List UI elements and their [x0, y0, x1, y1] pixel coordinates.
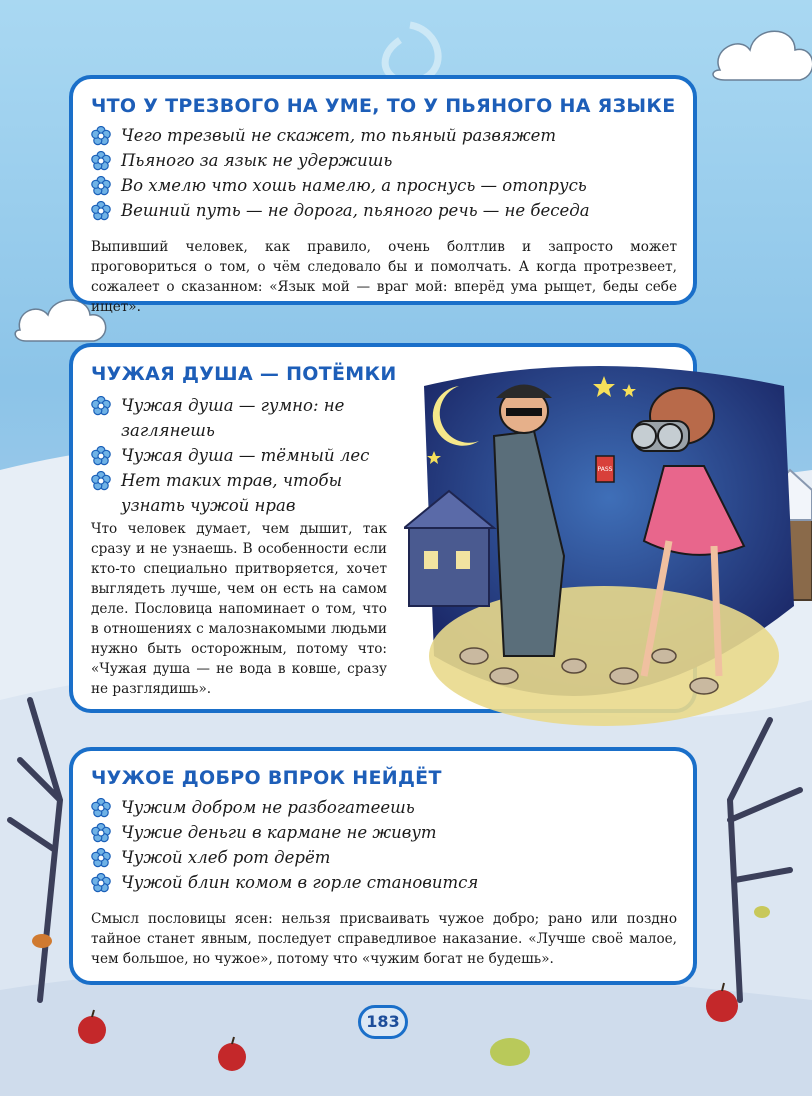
- section-title: ЧУЖАЯ ДУША — ПОТЁМКИ: [91, 363, 397, 385]
- illustration-spy-and-woman: [404, 356, 800, 741]
- apple-icon: [32, 934, 52, 948]
- list-item: Чужой блин комом в горле становится: [87, 870, 683, 895]
- list-item: Чужая душа — тёмный лес: [87, 443, 387, 468]
- flower-icon: [91, 151, 111, 171]
- proverb-list: [87, 393, 387, 518]
- list-item: Пьяного за язык не удержишь: [87, 148, 683, 173]
- page-number: 183: [358, 1005, 408, 1039]
- flower-icon: [91, 201, 111, 221]
- list-item: Чужим добром не разбогатеешь: [87, 795, 683, 820]
- explanation-text: Смысл пословицы ясен: нельзя присваивать чужое добро; рано или поздно тайное станет явным, последует справедливое наказание. «Лучше своё малое, чем большое, но чужое», потому что «чужим богат не будешь».: [91, 911, 677, 967]
- passport-label: PASS: [597, 466, 613, 473]
- flower-icon: [91, 176, 111, 196]
- list-item: Во хмелю что хошь намелю, а проснусь — отопрусь: [87, 173, 683, 198]
- proverb-card-3: [69, 747, 697, 985]
- proverb-list: [87, 795, 683, 895]
- list-item: Чужой хлеб рот дерёт: [87, 845, 683, 870]
- flower-icon: [91, 396, 111, 416]
- apple-icon: [754, 906, 770, 918]
- section-title: ЧТО У ТРЕЗВОГО НА УМЕ, ТО У ПЬЯНОГО НА ЯЗЫКЕ: [91, 95, 676, 117]
- proverb-list: [87, 123, 683, 223]
- proverb-card-1: [69, 75, 697, 315]
- flower-icon: [91, 126, 111, 146]
- list-item: Чего трезвый не скажет, то пьяный развяжет: [87, 123, 683, 148]
- list-item: Чужие деньги в кармане не живут: [87, 820, 683, 845]
- explanation-text: Выпивший человек, как правило, очень болтлив и запросто может проговориться о том, о чём следовало бы и помолчать. А когда протрезвеет, сожалеет о сказанном: «Язык мой — враг мой: вперёд ума рыщет, беды себе ищет».: [91, 239, 677, 315]
- flower-icon: [91, 446, 111, 466]
- section-title: ЧУЖОЕ ДОБРО ВПРОК НЕЙДЁТ: [91, 767, 442, 789]
- flower-icon: [91, 873, 111, 893]
- list-item: Вешний путь — не дорога, пьяного речь — не беседа: [87, 198, 683, 223]
- flower-icon: [91, 798, 111, 818]
- flower-icon: [91, 848, 111, 868]
- list-item: Чужая душа — гумно: не заглянешь: [87, 393, 387, 443]
- flower-icon: [91, 823, 111, 843]
- apple-icon: [490, 1038, 530, 1066]
- explanation-text: Что человек думает, чем дышит, так сразу и не узнаешь. В особенности если кто-то специально притворяется, хочет выглядеть лучше, чем он есть на самом деле. Пословица напоминает о том, что в отношениях с малознакомыми людьми нужно быть осторожным, потому что: «Чужая душа — не вода в ковше, сразу не разглядишь».: [91, 521, 387, 697]
- flower-icon: [91, 471, 111, 491]
- list-item: Нет таких трав, чтобы узнать чужой нрав: [87, 468, 387, 518]
